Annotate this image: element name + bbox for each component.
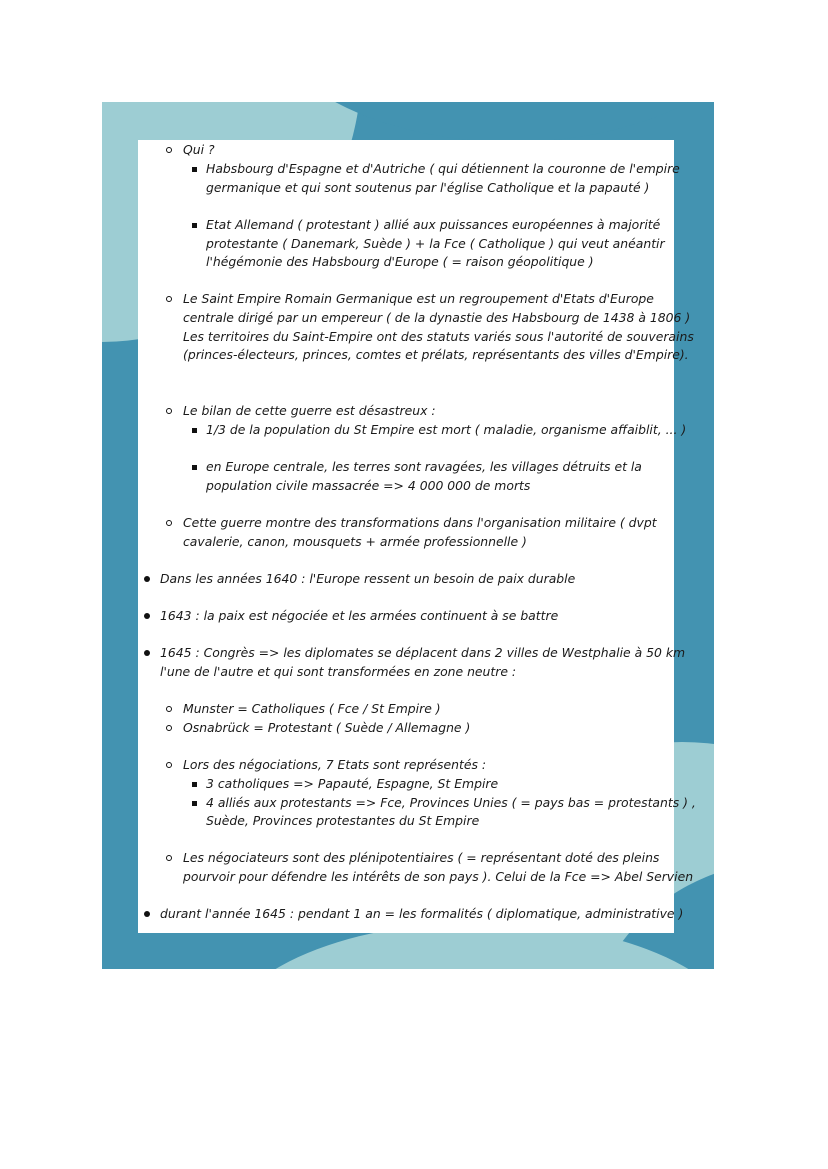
list-item: durant l'année 1645 : pendant 1 an = les formalités ( diplomatique, administrative ): [160, 905, 683, 924]
list-item: Cette guerre montre des transformations dans l'organisation militaire ( dvpt: [183, 514, 657, 533]
list-item: 1/3 de la population du St Empire est mort ( maladie, organisme affaiblit, ... ): [206, 421, 686, 440]
list-item-continuation: centrale dirigé par un empereur ( de la dynastie des Habsbourg de 1438 à 1806 ): [183, 310, 691, 325]
list-item: Habsbourg d'Espagne et d'Autriche ( qui détiennent la couronne de l'empire: [206, 160, 680, 179]
list-item-continuation: l'une de l'autre et qui sont transformées en zone neutre :: [160, 664, 517, 679]
list-item-continuation: cavalerie, canon, mousquets + armée professionnelle ): [183, 534, 527, 549]
list-item-continuation: l'hégémonie des Habsbourg d'Europe ( = raison géopolitique ): [206, 254, 594, 269]
list-item-continuation: protestante ( Danemark, Suède ) + la Fce ( Catholique ) qui veut anéantir: [206, 236, 665, 251]
list-item-continuation: pourvoir pour défendre les intérêts de son pays ). Celui de la Fce => Abel Servien: [183, 869, 694, 884]
list-item: Le bilan de cette guerre est désastreux :: [183, 402, 436, 421]
list-item: Etat Allemand ( protestant ) allié aux puissances européennes à majorité: [206, 216, 660, 235]
list-item: en Europe centrale, les terres sont ravagées, les villages détruits et la: [206, 458, 642, 477]
document-page: [138, 140, 696, 933]
list-item-continuation: germanique et qui sont soutenus par l'église Catholique et la papauté ): [206, 180, 650, 195]
list-item: Le Saint Empire Romain Germanique est un regroupement d'Etats d'Europe: [183, 290, 654, 309]
list-item: 3 catholiques => Papauté, Espagne, St Empire: [206, 775, 498, 794]
list-item: Lors des négociations, 7 Etats sont représentés :: [183, 756, 486, 775]
list-item: Les négociateurs sont des plénipotentiaires ( = représentant doté des pleins: [183, 849, 659, 868]
list-item: 1645 : Congrès => les diplomates se déplacent dans 2 villes de Westphalie à 50 km: [160, 644, 685, 663]
list-item-continuation: population civile massacrée => 4 000 000 de morts: [206, 478, 531, 493]
list-item-continuation: Les territoires du Saint-Empire ont des statuts variés sous l'autorité de souverains: [183, 329, 694, 344]
list-item: Qui ?: [183, 141, 215, 160]
list-item: Munster = Catholiques ( Fce / St Empire ): [183, 700, 441, 719]
list-item: Osnabrück = Protestant ( Suède / Allemagne ): [183, 719, 470, 738]
list-item: 4 alliés aux protestants => Fce, Provinces Unies ( = pays bas = protestants ) ,: [206, 794, 696, 813]
list-item: 1643 : la paix est négociée et les armées continuent à se battre: [160, 607, 558, 626]
list-item-continuation: Suède, Provinces protestantes du St Empire: [206, 813, 480, 828]
list-item-continuation: (princes-électeurs, princes, comtes et prélats, représentants des villes d'Empire).: [183, 347, 689, 362]
list-item: Dans les années 1640 : l'Europe ressent un besoin de paix durable: [160, 570, 575, 589]
